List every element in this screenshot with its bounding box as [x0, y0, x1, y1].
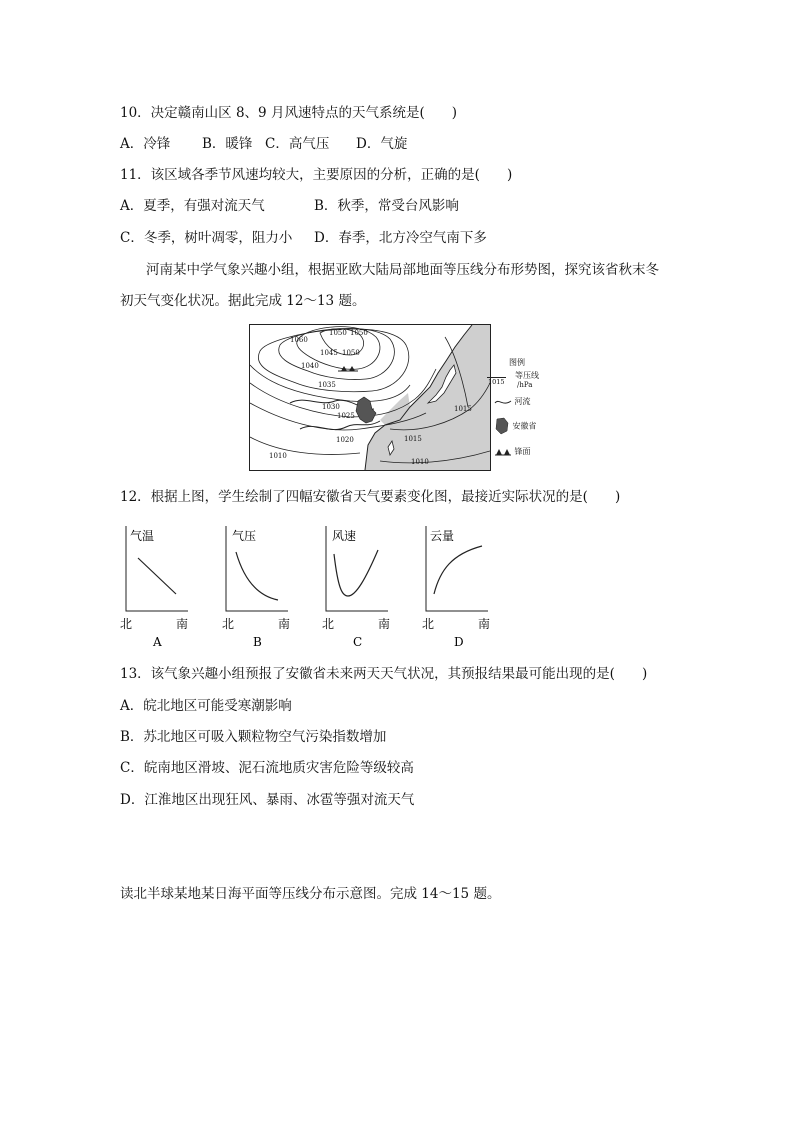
- q12-stem: 12．根据上图，学生绘制了四幅安徽省天气要素变化图，最接近实际状况的是( ): [120, 489, 621, 505]
- q10-option-c: C．高气压: [265, 136, 330, 152]
- chart-a-letter: A: [153, 635, 162, 649]
- label-1050-b: 1050: [350, 329, 368, 337]
- chart-b-ylabel: 气压: [232, 529, 257, 543]
- chart-b: [218, 522, 298, 650]
- q10-stem: 10．决定赣南山区 8、9 月风速特点的天气系统是( ): [120, 105, 457, 121]
- legend-isobar-sample: 1015: [488, 378, 505, 386]
- q10-option-d: D．气旋: [356, 136, 408, 152]
- legend-isobar-unit: /hPa: [517, 381, 533, 389]
- q13-option-d: D．江淮地区出现狂风、暴雨、冰雹等强对流天气: [120, 792, 415, 808]
- label-1010-a: 1010: [269, 452, 287, 460]
- chart-d: [418, 522, 498, 650]
- label-1015-a: 1015: [404, 435, 422, 443]
- chart-a-svg: [118, 522, 198, 650]
- q10-option-b: B．暖锋: [202, 136, 253, 152]
- legend-isobar-label: 等压线: [515, 371, 539, 380]
- q10-option-a: A．冷锋: [120, 136, 171, 152]
- label-1025: 1025: [337, 412, 355, 420]
- q11-option-d: D．春季，北方冷空气南下多: [314, 230, 487, 246]
- label-1060: 1060: [290, 336, 308, 344]
- chart-d-letter: D: [454, 635, 464, 649]
- legend-river: 河流: [494, 396, 531, 407]
- chart-d-xleft: 北: [422, 617, 435, 631]
- q11-option-a: A．夏季，有强对流天气: [120, 198, 265, 214]
- chart-b-curve: [236, 552, 278, 600]
- label-1010-b: 1010: [411, 458, 429, 466]
- front-icon: [494, 448, 512, 456]
- chart-c-svg: [318, 522, 398, 650]
- chart-c-curve: [334, 550, 378, 596]
- label-1045: 1045: [320, 349, 338, 357]
- chart-d-svg: [418, 522, 498, 650]
- chart-c-xleft: 北: [322, 617, 335, 631]
- label-1030: 1030: [322, 403, 340, 411]
- chart-a: [118, 522, 198, 650]
- chart-b-letter: B: [253, 635, 262, 649]
- label-1050-a: 1050: [329, 329, 347, 337]
- chart-b-xright: 南: [278, 617, 291, 631]
- chart-a-xright: 南: [176, 617, 189, 631]
- label-1015-b: 1015: [454, 405, 472, 413]
- chart-c-letter: C: [353, 635, 363, 649]
- chart-c-xright: 南: [378, 617, 391, 631]
- chart-a-xleft: 北: [120, 617, 133, 631]
- isobar-map: [249, 324, 491, 471]
- legend-title: 图例: [509, 358, 525, 367]
- q13-stem: 13．该气象兴趣小组预报了安徽省未来两天天气状况，其预报结果最可能出现的是( ): [120, 666, 648, 682]
- chart-c-ylabel: 风速: [332, 529, 357, 543]
- province-swatch-icon: [494, 417, 510, 435]
- intro-line-2: 初天气变化状况。据此完成 12～13 题。: [120, 293, 366, 309]
- label-1040: 1040: [301, 362, 319, 370]
- sea-area: [365, 325, 490, 470]
- q11-option-c: C．冬季，树叶凋零，阻力小: [120, 230, 293, 246]
- legend-province: 安徽省: [494, 417, 537, 435]
- chart-b-xleft: 北: [222, 617, 235, 631]
- chart-a-ylabel: 气温: [130, 529, 155, 543]
- river-icon: [494, 398, 512, 406]
- chart-b-svg: [218, 522, 298, 650]
- legend-front: 锋面: [494, 446, 531, 457]
- q13-option-b: B．苏北地区可吸入颗粒物空气污染指数增加: [120, 729, 387, 745]
- chart-d-curve: [434, 546, 482, 594]
- intro-line-1: 河南某中学气象兴趣小组，根据亚欧大陆局部地面等压线分布形势图，探究该省秋末冬: [146, 262, 659, 278]
- label-1035: 1035: [318, 381, 336, 389]
- q11-option-b: B．秋季，常受台风影响: [314, 198, 459, 214]
- q13-option-a: A．皖北地区可能受寒潮影响: [120, 698, 292, 714]
- label-1020: 1020: [336, 436, 354, 444]
- label-1050-c: 1050: [342, 349, 360, 357]
- q13-option-c: C．皖南地区滑坡、泥石流地质灾害危险等级较高: [120, 760, 414, 776]
- q11-stem: 11．该区域各季节风速均较大，主要原因的分析，正确的是( ): [120, 167, 513, 183]
- intro-q14-15: 读北半球某地某日海平面等压线分布示意图。完成 14～15 题。: [120, 886, 501, 902]
- chart-d-xright: 南: [478, 617, 491, 631]
- chart-a-curve: [138, 558, 176, 594]
- chart-c: [318, 522, 398, 650]
- isobar-map-svg: [250, 325, 490, 470]
- chart-d-ylabel: 云量: [430, 529, 455, 543]
